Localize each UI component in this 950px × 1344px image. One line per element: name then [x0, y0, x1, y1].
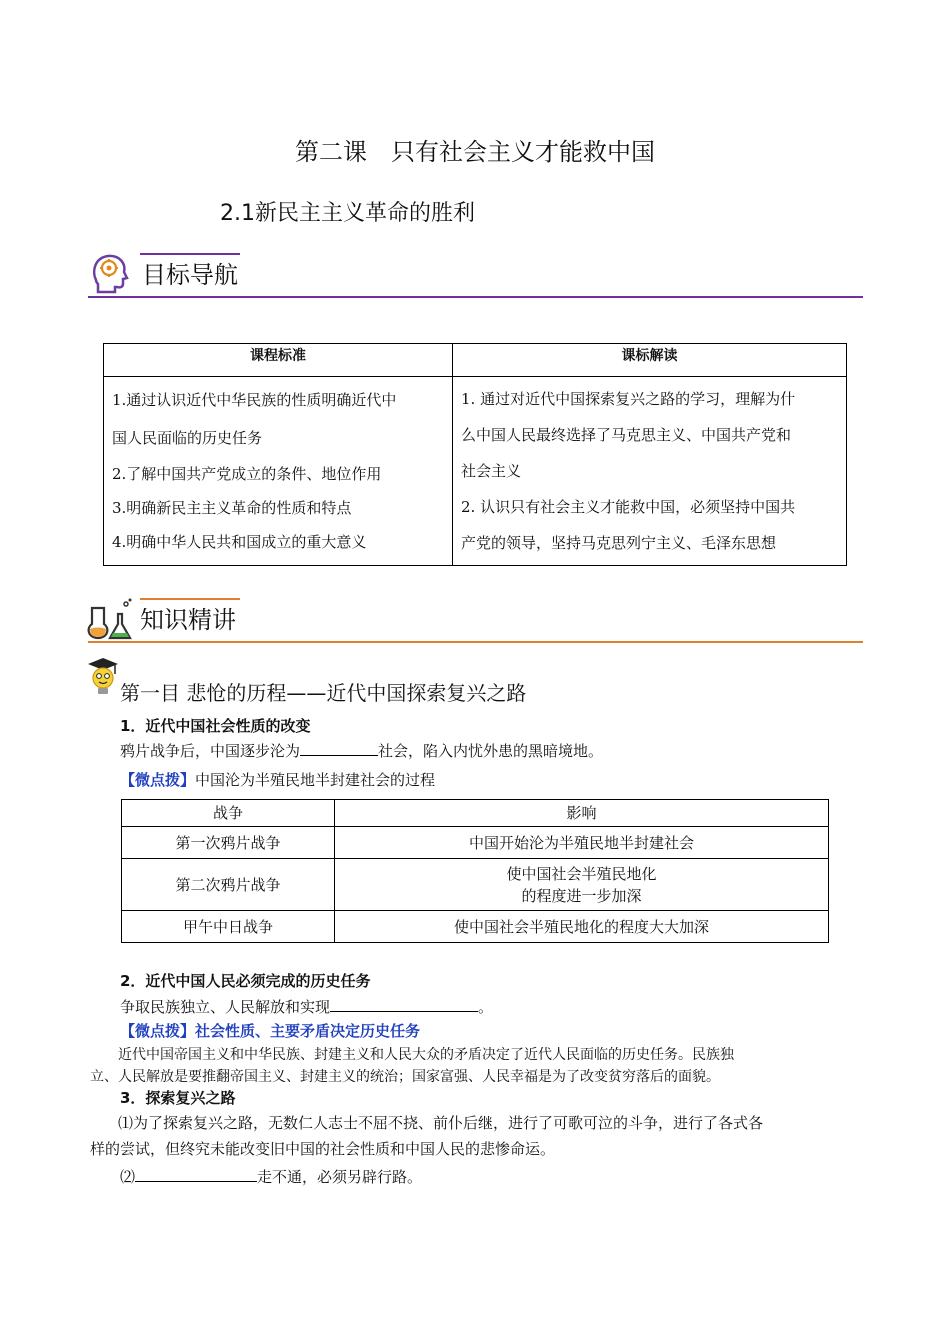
effect-line: 的程度进一步加深 — [521, 886, 642, 905]
standards-right-cell — [453, 377, 847, 566]
standards-header-right: 课标解读 — [453, 344, 847, 377]
list-item: 么中国人民最终选择了马克思主义、中国共产党和 — [461, 426, 792, 444]
paragraph-line: 样的尝试，但终究未能改变旧中国的社会性质和中国人民的悲惨命运。 — [90, 1140, 556, 1158]
tip-text: 中国沦为半殖民地半封建社会的过程 — [195, 771, 436, 789]
section-title: 2.1新民主主义革命的胜利 — [220, 201, 475, 226]
tip-label: 【微点拨】 — [120, 771, 196, 789]
list-item: 4.明确中华人民共和国成立的重大意义 — [112, 533, 367, 551]
head-brain-icon — [88, 250, 132, 294]
war-table — [121, 799, 829, 943]
effect-cell: 使中国社会半殖民地化的程度大大加深 — [335, 911, 829, 943]
point1-tip — [120, 769, 435, 790]
point2-paragraph — [90, 1044, 865, 1088]
point1-title: 1．近代中国社会性质的改变 — [120, 717, 311, 735]
point2-title: 2．近代中国人民必须完成的历史任务 — [120, 972, 371, 990]
fill-blank — [330, 997, 478, 1012]
item2-after: 走不通，必须另辟行路。 — [257, 1168, 423, 1186]
item2-before: ⑵ — [120, 1168, 136, 1186]
scholar-bulb-icon — [84, 654, 122, 696]
effect-header: 影响 — [335, 800, 829, 827]
flask-icon — [86, 596, 134, 640]
point2-tip: 【微点拨】社会性质、主要矛盾决定历史任务 — [120, 1022, 421, 1040]
list-item: 1. 通过对近代中国探索复兴之路的学习，理解为什 — [461, 390, 796, 408]
war-header: 战争 — [122, 800, 335, 827]
point1-text-after: 社会，陷入内忧外患的黑暗境地。 — [378, 742, 604, 760]
list-item: 2.了解中国共产党成立的条件、地位作用 — [112, 465, 382, 483]
point2-text — [120, 996, 493, 1017]
list-item: 产党的领导，坚持马克思列宁主义、毛泽东思想 — [461, 534, 777, 552]
table-row — [122, 827, 829, 859]
fill-blank — [300, 741, 378, 756]
list-item: 国人民面临的历史任务 — [112, 429, 263, 447]
paragraph-line: 立、人民解放是要推翻帝国主义、封建主义的统治；国家富强、人民幸福是为了改变贫穷落后的面貌。 — [90, 1069, 720, 1085]
point2-text-after: 。 — [478, 998, 494, 1016]
paragraph-line: 近代中国帝国主义和中华民族、封建主义和人民大众的矛盾决定了近代人民面临的历史任务。民族独 — [118, 1047, 734, 1063]
point3-item1 — [90, 1110, 865, 1162]
knowledge-header: 知识精讲 — [140, 606, 236, 634]
part-one-title: 第一目 悲怆的历程——近代中国探索复兴之路 — [120, 681, 527, 705]
point3-title: 3．探索复兴之路 — [120, 1089, 236, 1107]
point3-item2 — [120, 1166, 422, 1187]
standards-left-cell — [104, 377, 453, 566]
table-row — [122, 859, 829, 911]
list-item: 3.明确新民主主义革命的性质和特点 — [112, 499, 352, 517]
table-row — [122, 911, 829, 943]
standards-header-left: 课程标准 — [104, 344, 453, 377]
war-cell: 第二次鸦片战争 — [122, 859, 335, 911]
war-cell: 第一次鸦片战争 — [122, 827, 335, 859]
goal-header: 目标导航 — [142, 261, 238, 289]
point1-text-before: 鸦片战争后，中国逐步沦为 — [120, 742, 301, 760]
lesson-title: 第二课 只有社会主义才能救中国 — [295, 138, 655, 166]
effect-line: 使中国社会半殖民地化 — [506, 864, 657, 883]
list-item: 2. 认识只有社会主义才能救中国，必须坚持中国共 — [461, 498, 796, 516]
point1-text — [120, 740, 603, 761]
paragraph-line: ⑴为了探索复兴之路，无数仁人志士不屈不挠、前仆后继，进行了可歌可泣的斗争，进行了各式各 — [118, 1114, 764, 1132]
effect-cell: 中国开始沦为半殖民地半封建社会 — [335, 827, 829, 859]
fill-blank — [135, 1167, 257, 1182]
goal-rule — [88, 296, 863, 298]
effect-cell — [335, 859, 829, 911]
war-cell: 甲午中日战争 — [122, 911, 335, 943]
knowledge-rule — [88, 641, 863, 643]
list-item: 社会主义 — [461, 462, 522, 480]
standards-table — [103, 343, 847, 566]
list-item: 1.通过认识近代中华民族的性质明确近代中 — [112, 391, 397, 409]
point2-text-before: 争取民族独立、人民解放和实现 — [120, 998, 331, 1016]
